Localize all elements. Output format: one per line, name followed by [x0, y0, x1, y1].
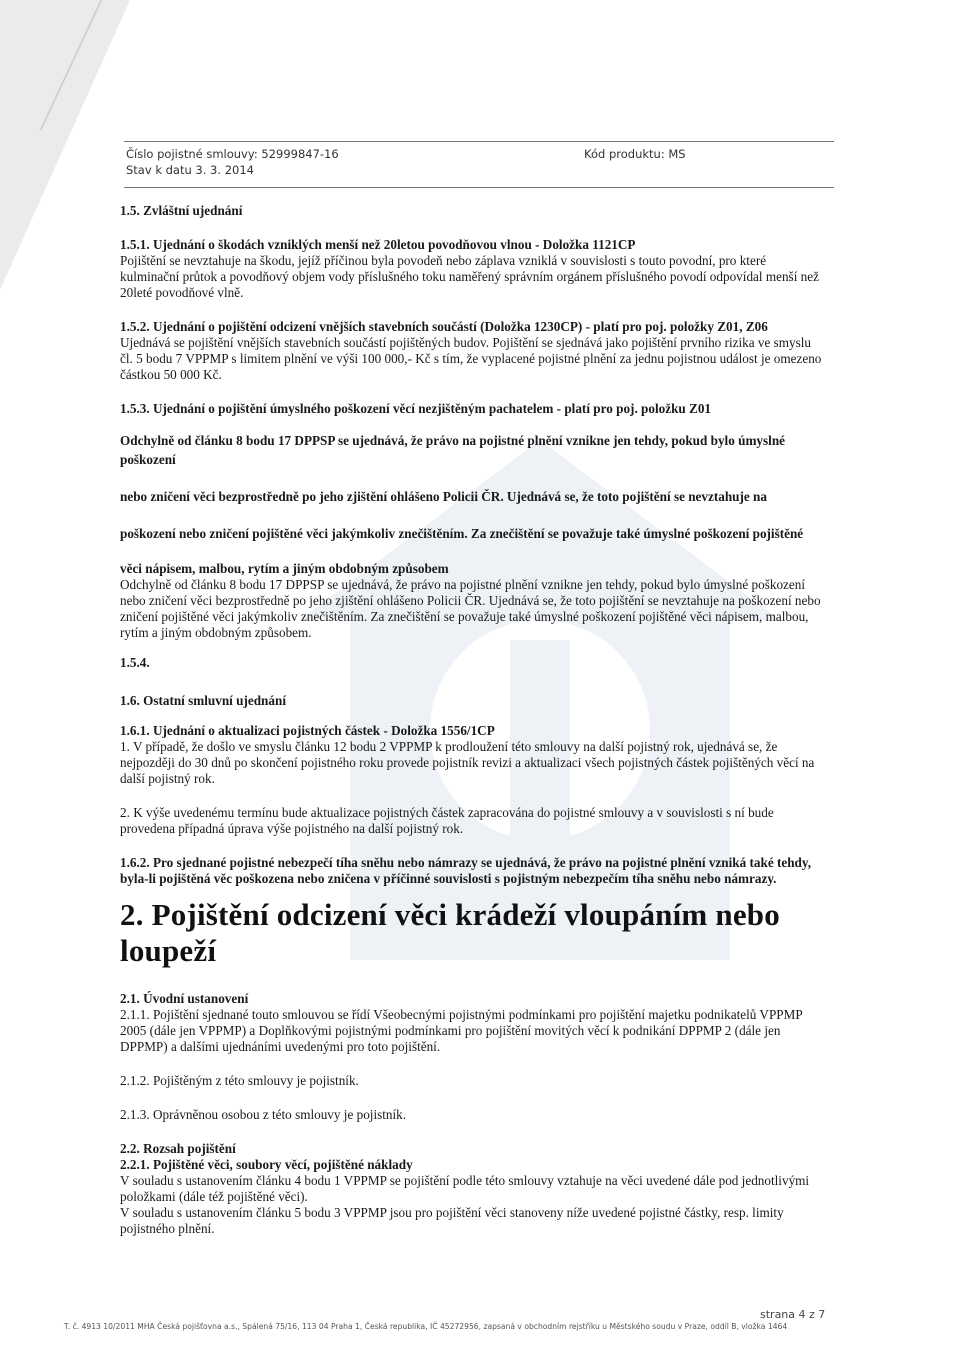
- section-1-5-1-body: Pojištění se nevztahuje na škodu, jejíž příčinou byla povodeň nebo záplava vzniklá v souvislosti s touto povodní, pro které kulminační průtok a povodňový objem vody příslušného toku naměřený správním orgánem příslušného povodí odpovídal menší než 20leté povodňové vlně.: [120, 253, 819, 300]
- section-1-6-1-title: 1.6.1. Ujednání o aktualizaci pojistných částek - Doložka 1556/1CP: [120, 723, 495, 738]
- status-date: Stav k datu 3. 3. 2014: [126, 163, 254, 177]
- section-2-heading: 2. Pojištění odcizení věci krádeží vloupáním nebo loupeží: [120, 897, 780, 968]
- section-1-5-3-line-4: věci nápisem, malbou, rytím a jiným obdobným způsobem: [120, 561, 449, 576]
- legal-footer: T. č. 4913 10/2011 MHA Česká pojišťovna a.s., Spálená 75/16, 113 04 Praha 1, Česká republika, IČ 45272956, zapsaná v obchodním rejstříku u Městského soudu v Praze, oddíl B, vložka 1464: [64, 1322, 788, 1331]
- section-1-6-title: 1.6. Ostatní smluvní ujednání: [120, 693, 286, 708]
- policy-number: Číslo pojistné smlouvy: 52999847-16: [126, 147, 339, 161]
- section-1-6-1-point-1: 1. V případě, že došlo ve smyslu článku 12 bodu 2 VPPMP k prodloužení této smlouvy na další pojistný rok, ujednává se, že nejpozději do 30 dnů po skončení pojistného roku provede pojistník revizi a aktualizaci všech pojistných částek pojištěných věcí na další pojistný rok.: [120, 739, 815, 786]
- section-2-1-1-body: 2.1.1. Pojištění sjednané touto smlouvou se řídí Všeobecnými pojistnými podmínkami pro pojištění majetku podnikatelů VPPMP 2005 (dále jen VPPMP) a Doplňkovými pojistnými podmínkami pro pojištění movitých věcí k podnikání DPPMP 2 (dále jen DPPMP) a dalšími ujednáními uvedenými pro toto pojištění.: [120, 1007, 803, 1054]
- document-body: [120, 203, 826, 1237]
- section-2-1-3-body: 2.1.3. Oprávněnou osobou z této smlouvy je pojistník.: [120, 1107, 407, 1122]
- section-1-6-1-point-2: 2. K výše uvedenému termínu bude aktualizace pojistných částek zapracována do pojistné smlouvy a v souvislosti s ní bude provedena případná úprava výše pojistného na další pojistný rok.: [120, 805, 774, 836]
- section-1-5-2-title: 1.5.2. Ujednání o pojištění odcizení vnějších stavebních součástí (Doložka 1230CP) - platí pro poj. položky Z01, Z06: [120, 319, 768, 334]
- section-1-5-3-line-1: Odchylně od článku 8 bodu 17 DPPSP se ujednává, že právo na pojistné plnění vznikne jen tehdy, pokud bylo úmyslné poškození: [120, 433, 786, 467]
- section-1-5-1-title: 1.5.1. Ujednání o škodách vzniklých menší než 20letou povodňovou vlnou - Doložka 1121CP: [120, 237, 636, 252]
- section-1-5-title: 1.5. Zvláštní ujednání: [120, 203, 243, 218]
- header-rule-bottom: [124, 187, 834, 188]
- section-1-5-3-line-2: nebo zničení věci bezprostředně po jeho zjištění ohlášeno Policii ČR. Ujednává se, že toto pojištění se nevztahuje na: [120, 489, 767, 504]
- section-2-1-2-body: 2.1.2. Pojištěným z této smlouvy je pojistník.: [120, 1073, 359, 1088]
- section-2-2-1-para-1: V souladu s ustanovením článku 4 bodu 1 VPPMP se pojištění podle této smlouvy vztahuje na věci uvedené dále pod jednotlivými položkami (dále též pojištěné věci).: [120, 1173, 810, 1204]
- header-policy-info: [126, 146, 339, 178]
- section-1-5-3-line-3: poškození nebo zničení pojištěné věci jakýmkoliv znečištěním. Za znečištění se považuje také úmyslné poškození pojištěné: [120, 526, 804, 541]
- product-code: Kód produktu: MS: [584, 147, 686, 161]
- section-1-5-3-body: Odchylně od článku 8 bodu 17 DPPSP se ujednává, že právo na pojistné plnění vznikne jen tehdy, pokud bylo úmyslné poškození nebo zničení věci bezprostředně po jeho zjištění ohlášeno Policii ČR. Ujednává se, že toto pojištění se nevztahuje na poškození nebo zničení pojištěné věci jakýmkoliv znečištěním. Za znečištění se považuje také úmyslné poškození pojištěné věci nápisem, malbou, rytím a jiným obdobným způsobem.: [120, 577, 821, 640]
- section-1-5-3-title: 1.5.3. Ujednání o pojištění úmyslného poškození věcí nezjištěným pachatelem - platí pro poj. položku Z01: [120, 401, 712, 416]
- section-2-1-title: 2.1. Úvodní ustanovení: [120, 991, 249, 1006]
- section-1-6-2-body: 1.6.2. Pro sjednané pojistné nebezpečí tíha sněhu nebo námrazy se ujednává, že právo na pojistné plnění vzniká také tehdy, byla-li pojištěná věc poškozena nebo zničena v příčinné souvislosti s pojistným nebezpečím tíha sněhu nebo námrazy.: [120, 855, 812, 886]
- section-2-2-1-para-2: V souladu s ustanovením článku 5 bodu 3 VPPMP jsou pro pojištění věci stanoveny níže uvedené pojistné částky, resp. limity pojistného plnění.: [120, 1205, 784, 1236]
- scan-fold-shadow: [0, 0, 130, 290]
- page-number: strana 4 z 7: [760, 1308, 826, 1321]
- section-1-5-2-body: Ujednává se pojištění vnějších stavebních součástí pojištěných budov. Pojištění se sjednává jako pojištění prvního rizika ve smyslu čl. 5 bodu 7 VPPMP s limitem plnění ve výši 100 000,- Kč s tím, že vyplacené pojistné plnění za jednu pojistnou událost je omezeno částkou 50 000 Kč.: [120, 335, 822, 382]
- section-1-5-4-title: 1.5.4.: [120, 655, 150, 670]
- section-2-2-1-title: 2.2.1. Pojištěné věci, soubory věcí, pojištěné náklady: [120, 1157, 413, 1172]
- section-2-2-title: 2.2. Rozsah pojištění: [120, 1141, 236, 1156]
- header-rule-top: [124, 141, 834, 142]
